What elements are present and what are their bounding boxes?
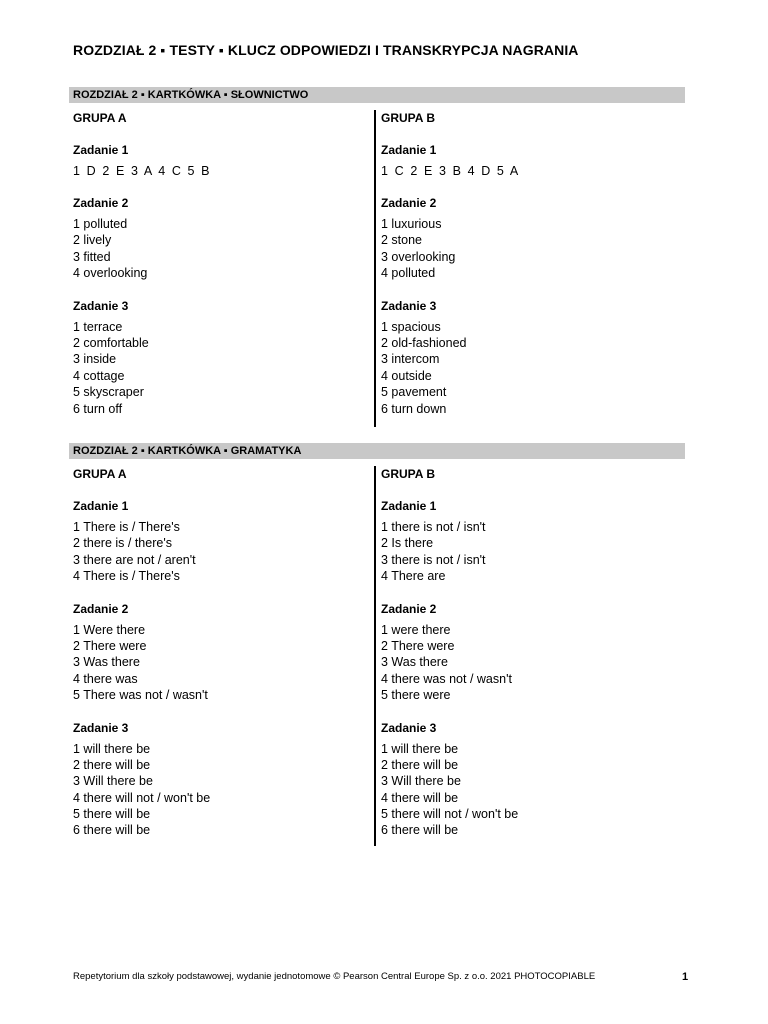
answer-line: 2 There were — [73, 638, 147, 653]
answer-line: 2 stone — [381, 233, 423, 248]
answer-line: 5 there will not / won't be — [381, 807, 519, 822]
answer-line: 4 cottage — [73, 368, 125, 383]
group-b-grammar — [381, 466, 518, 839]
answer-line: 1 will there be — [381, 741, 459, 756]
answer-line: 4 there was — [73, 671, 138, 686]
answer-line: 1 luxurious — [381, 217, 442, 231]
answer-line: 3 Was there — [73, 655, 140, 670]
task-heading: Zadanie 1 — [73, 143, 129, 157]
task — [73, 601, 210, 704]
task — [73, 720, 210, 839]
answer-line: 4 overlooking — [73, 266, 148, 281]
task — [73, 498, 210, 585]
task-heading: Zadanie 1 — [73, 499, 129, 513]
answer-line: 1 were there — [381, 622, 451, 637]
answer-line: 3 inside — [73, 352, 117, 367]
page-footer: Repetytorium dla szkoły podstawowej, wydanie jednotomowe © Pearson Central Europe Sp. z o.o. 2021 PHOTOCOPIABLE — [73, 971, 596, 982]
page-number: 1 — [682, 971, 689, 983]
answer-line: 3 intercom — [381, 352, 440, 367]
answer-line: 4 There is / There's — [73, 569, 180, 584]
answer-line: 5 pavement — [381, 385, 447, 400]
answer-line: 1 There is / There's — [73, 520, 180, 534]
task-heading: Zadanie 2 — [381, 601, 437, 616]
column-divider — [374, 466, 376, 846]
answer-line: 4 there was not / wasn't — [381, 671, 512, 686]
group-a-grammar — [73, 466, 210, 839]
answer-line: 2 comfortable — [73, 335, 149, 350]
answer-line: 5 there were — [381, 688, 451, 703]
answer-line: 2 there will be — [381, 757, 459, 772]
answer-line: 2 there will be — [73, 757, 151, 772]
answer-line: 1 Were there — [73, 622, 146, 637]
section-heading-vocabulary: ROZDZIAŁ 2 ▪ KARTKÓWKA ▪ SŁOWNICTWO — [69, 87, 685, 103]
answer-line: 5 skyscraper — [73, 385, 144, 400]
answer-line: 3 Will there be — [381, 774, 461, 789]
group-heading: GRUPA B — [381, 111, 435, 125]
task-heading: Zadanie 3 — [381, 720, 437, 735]
answer-line: 2 lively — [73, 233, 112, 248]
group-heading: GRUPA A — [73, 111, 127, 125]
task — [73, 195, 211, 282]
answer-line: 1 terrace — [73, 319, 123, 334]
answer-line: 2 Is there — [381, 536, 434, 551]
answer-line: 1 D 2 E 3 A 4 C 5 B — [73, 164, 212, 178]
task — [73, 142, 211, 179]
answer-line: 3 Was there — [381, 655, 448, 670]
task — [381, 298, 520, 417]
page-title: ROZDZIAŁ 2 ▪ TESTY ▪ KLUCZ ODPOWIEDZI I TRANSKRYPCJA NAGRANIA — [73, 42, 579, 58]
task — [381, 498, 518, 585]
task — [73, 298, 211, 417]
answer-line: 3 there is not / isn't — [381, 552, 486, 567]
answer-line: 2 old-fashioned — [381, 335, 467, 350]
group-a-vocabulary — [73, 110, 211, 417]
task-heading: Zadanie 1 — [381, 143, 437, 157]
answer-line: 5 there will be — [73, 807, 151, 822]
task-heading: Zadanie 3 — [381, 298, 437, 313]
task — [381, 720, 518, 839]
answer-line: 6 there will be — [73, 823, 151, 838]
answer-line: 3 fitted — [73, 249, 111, 264]
answer-line: 1 there is not / isn't — [381, 520, 486, 534]
task — [381, 142, 520, 179]
answer-line: 3 there are not / aren't — [73, 552, 196, 567]
group-b-vocabulary — [381, 110, 520, 417]
task-heading: Zadanie 2 — [73, 601, 129, 616]
answer-line: 1 spacious — [381, 319, 441, 334]
task — [381, 195, 520, 282]
answer-line: 3 overlooking — [381, 249, 456, 264]
task-heading: Zadanie 1 — [381, 499, 437, 513]
task-heading: Zadanie 2 — [381, 196, 437, 210]
task-heading: Zadanie 2 — [73, 196, 129, 210]
answer-line: 6 turn off — [73, 401, 123, 416]
column-divider — [374, 110, 376, 427]
answer-line: 1 C 2 E 3 B 4 D 5 A — [381, 164, 520, 178]
answer-line: 1 polluted — [73, 217, 128, 231]
answer-line: 6 there will be — [381, 823, 459, 838]
answer-line: 4 there will not / won't be — [73, 790, 211, 805]
answer-line: 4 there will be — [381, 790, 459, 805]
answer-line: 4 outside — [381, 368, 432, 383]
answer-line: 5 There was not / wasn't — [73, 688, 208, 703]
answer-line: 3 Will there be — [73, 774, 153, 789]
answer-line: 2 There were — [381, 638, 455, 653]
section-heading-grammar: ROZDZIAŁ 2 ▪ KARTKÓWKA ▪ GRAMATYKA — [69, 443, 685, 459]
answer-line: 4 There are — [381, 569, 446, 584]
answer-line: 1 will there be — [73, 741, 151, 756]
task — [381, 601, 518, 704]
answer-line: 4 polluted — [381, 266, 436, 281]
answer-line: 6 turn down — [381, 401, 447, 416]
group-heading: GRUPA A — [73, 467, 127, 481]
task-heading: Zadanie 3 — [73, 720, 129, 735]
task-heading: Zadanie 3 — [73, 298, 129, 313]
group-heading: GRUPA B — [381, 467, 435, 481]
answer-line: 2 there is / there's — [73, 536, 172, 551]
